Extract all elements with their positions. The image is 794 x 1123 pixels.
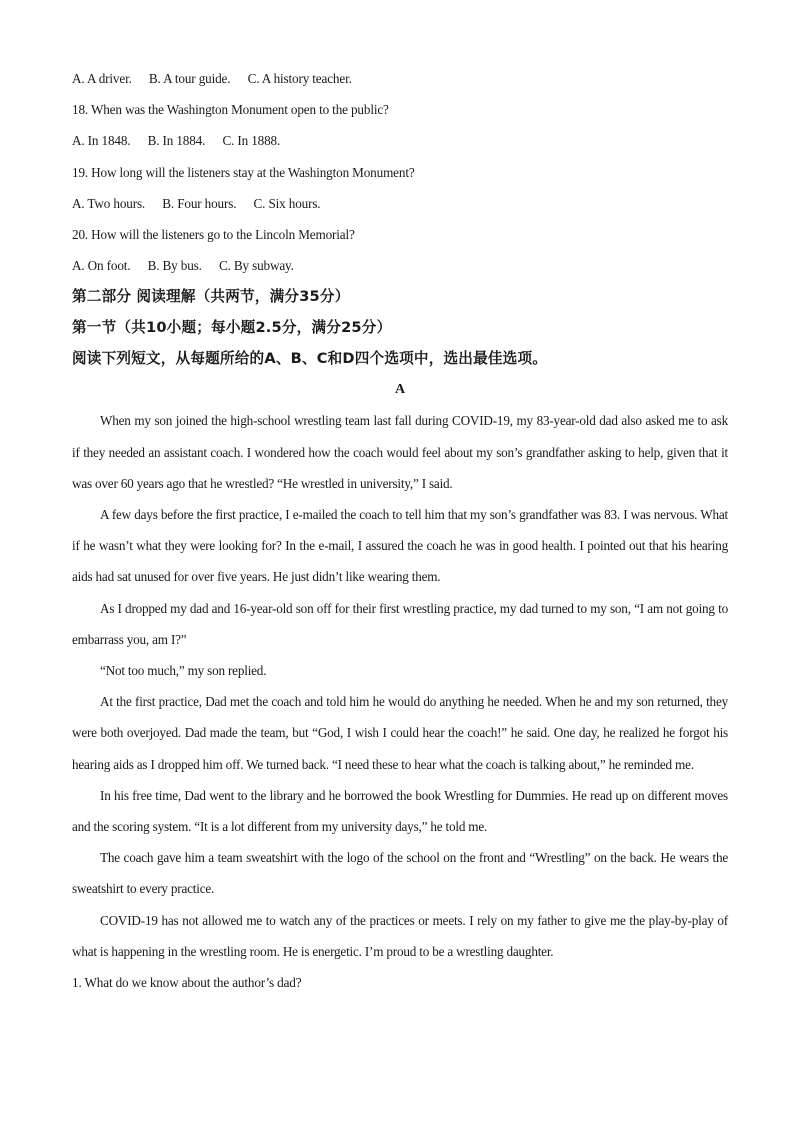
passage-paragraph: “Not too much,” my son replied. <box>100 662 267 678</box>
q18-options <box>72 125 728 156</box>
option-b: B. By bus. <box>147 258 202 274</box>
q20-options <box>72 250 728 281</box>
part-title: 第二部分 阅读理解（共两节，满分35分） <box>72 288 350 306</box>
passage-paragraph: As I dropped my dad and 16-year-old son off for their first wrestling practice, my dad turned to my son, “I am not going to embarrass you, am I?” <box>72 600 728 647</box>
passage-paragraph: In his free time, Dad went to the library and he borrowed the book Wrestling for Dummies. He read up on different moves and the scoring system. “It is a lot different from my university days,” he told me. <box>72 787 728 834</box>
option-c: C. By subway. <box>218 258 294 274</box>
passage-label: A <box>394 382 406 398</box>
q20-stem: 20. How will the listeners go to the Lincoln Memorial? <box>72 226 355 242</box>
option-a: A. A driver. <box>72 71 132 86</box>
passage-paragraph: At the first practice, Dad met the coach and told him he would do anything he needed. When he and my son returned, they were both overjoyed. Dad made the team, but “God, I wish I could hear the coach!” he said. One day, he realized he forgot his hearing aids as I dropped him off. We turned back. “I need these to hear what the coach is talking about,” he reminded me. <box>72 694 728 772</box>
q19-options <box>72 188 728 219</box>
passage-paragraph: The coach gave him a team sweatshirt with the logo of the school on the front and “Wrestling” on the back. He wears the sweatshirt to every practice. <box>72 850 728 897</box>
passage-paragraph: A few days before the first practice, I e-mailed the coach to tell him that my son’s grandfather was 83. I was nervous. What if he wasn’t what they were looking for? In the e-mail, I assured the coach he was in good health. I pointed out that his hearing aids had sat unused for over five years. He just didn’t like wearing them. <box>72 506 728 585</box>
option-c: C. In 1888. <box>222 133 281 149</box>
passage-paragraph: When my son joined the high-school wrestling team last fall during COVID-19, my 83-year-old dad also asked me to ask if they needed an assistant coach. I wondered how the coach would feel about my son’s grandfather asking to help, given that it was over 60 years ago that he wrestled? “He wrestled in university,” I said. <box>72 413 728 491</box>
option-a: A. Two hours. <box>72 195 146 211</box>
exam-page <box>72 63 728 998</box>
option-c: C. A history teacher. <box>247 71 352 86</box>
option-b: B. In 1884. <box>147 133 206 149</box>
section-instruction: 阅读下列短文，从每题所给的A、B、C和D四个选项中，选出最佳选项。 <box>72 350 548 368</box>
option-b: B. Four hours. <box>162 195 237 211</box>
q18-stem: 18. When was the Washington Monument open to the public? <box>72 102 389 118</box>
option-a: A. On foot. <box>72 258 131 274</box>
option-b: B. A tour guide. <box>148 71 231 86</box>
q17-options <box>72 63 728 94</box>
q19-stem: 19. How long will the listeners stay at the Washington Monument? <box>72 164 415 180</box>
question-1-stem: 1. What do we know about the author’s dad? <box>72 974 302 990</box>
option-a: A. In 1848. <box>72 133 131 149</box>
option-c: C. Six hours. <box>253 195 321 211</box>
subsection-title: 第一节（共10小题；每小题2.5分，满分25分） <box>72 319 392 337</box>
passage-paragraph: COVID-19 has not allowed me to watch any of the practices or meets. I rely on my father to give me the play-by-play of what is happening in the wrestling room. He is energetic. I’m proud to be a wrestling daughter. <box>72 912 728 959</box>
